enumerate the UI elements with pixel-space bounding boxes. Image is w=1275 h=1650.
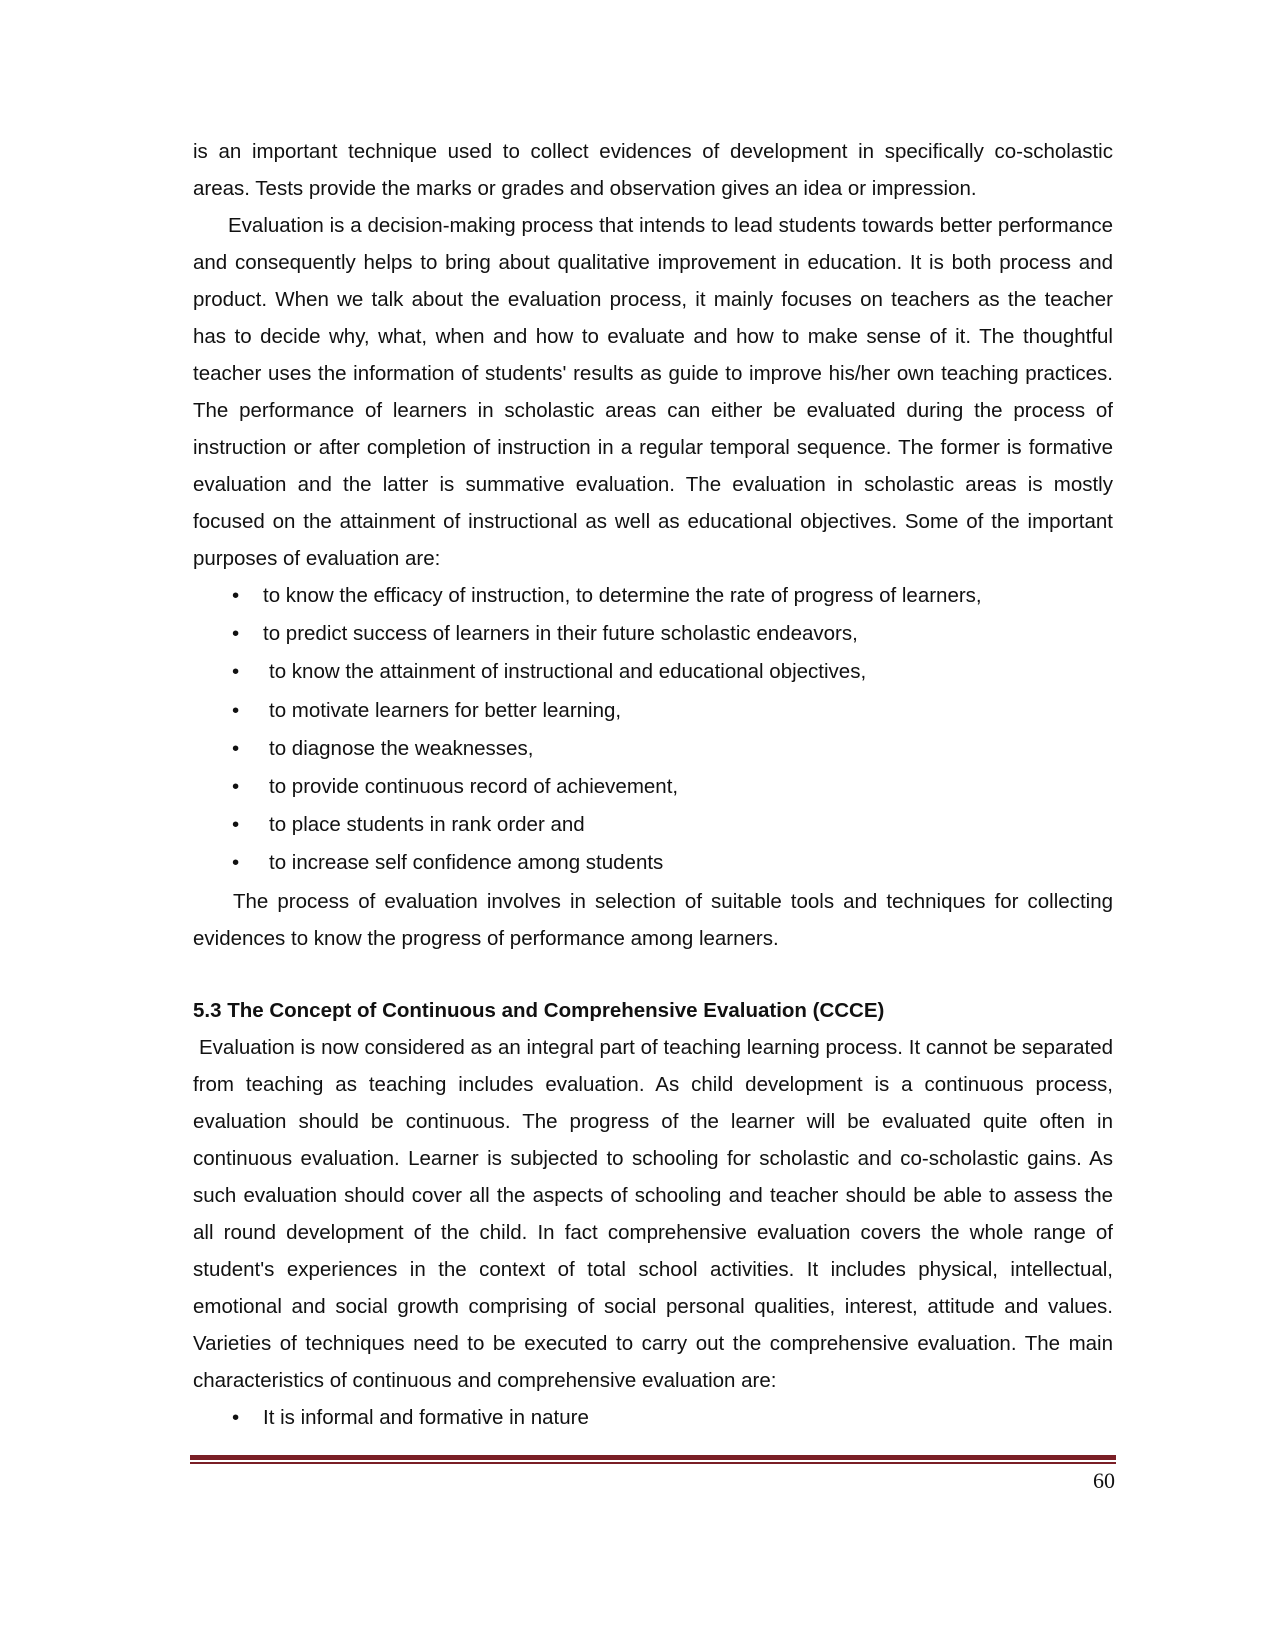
bullet-icon: •: [232, 1405, 240, 1429]
bullet-icon: •: [232, 813, 240, 837]
list-item: • It is informal and formative in nature: [193, 1399, 1113, 1437]
list-item: • to know the attainment of instructional and educational objectives,: [193, 653, 1113, 691]
list-item: • to motivate learners for better learning,: [193, 692, 1113, 730]
list-item: • to provide continuous record of achievement,: [193, 768, 1113, 806]
page-number: 60: [1093, 1468, 1115, 1493]
footer-divider-thin: [190, 1462, 1116, 1464]
paragraph-techniques: is an important technique used to collect evidences of development in specifically co-scholastic areas. Tests provide the marks or grades and observation gives an idea or impression.: [193, 140, 1113, 200]
paragraph-process: The process of evaluation involves in selection of suitable tools and techniques for collecting evidences to know the progress of performance among learners.: [193, 889, 1113, 950]
characteristics-list: [193, 1399, 1113, 1437]
list-item: • to know the efficacy of instruction, to determine the rate of progress of learners,: [193, 577, 1113, 615]
list-item: • to increase self confidence among students: [193, 844, 1113, 882]
list-item: • to diagnose the weaknesses,: [193, 730, 1113, 768]
purposes-list: [193, 577, 1113, 883]
footer-divider: [190, 1455, 1116, 1465]
paragraph-ccce: Evaluation is now considered as an integral part of teaching learning process. It cannot be separated from teaching as teaching includes evaluation. As child development is a continuous process, evaluation should be continuous. The progress of the learner will be evaluated quite often in continuous evaluation. Learner is subjected to schooling for scholastic and co-scholastic gains. As such evaluation should cover all the aspects of schooling and teacher should be able to assess the all round development of the child. In fact comprehensive evaluation covers the whole range of student's experiences in the context of total school activities. It includes physical, intellectual, emotional and social growth comprising of social personal qualities, interest, attitude and values. Varieties of techniques need to be executed to carry out the comprehensive evaluation. The main characteristics of continuous and comprehensive evaluation are:: [193, 1035, 1113, 1392]
bullet-icon: •: [232, 775, 240, 799]
list-item: • to place students in rank order and: [193, 806, 1113, 844]
bullet-icon: •: [232, 622, 240, 646]
bullet-icon: •: [232, 736, 240, 760]
section-heading: 5.3 The Concept of Continuous and Comprehensive Evaluation (CCCE): [193, 998, 885, 1022]
list-item: • to predict success of learners in their future scholastic endeavors,: [193, 615, 1113, 653]
bullet-icon: •: [232, 660, 240, 684]
bullet-icon: •: [232, 584, 240, 607]
page-body: [193, 133, 1113, 1437]
footer-divider-thick: [190, 1455, 1116, 1460]
bullet-icon: •: [232, 851, 240, 875]
paragraph-evaluation-definition: Evaluation is a decision-making process that intends to lead students towards better performance and consequently helps to bring about qualitative improvement in education. It is both process and product. When we talk about the evaluation process, it mainly focuses on teachers as the teacher has to decide why, what, when and how to evaluate and how to make sense of it. The thoughtful teacher uses the information of students' results as guide to improve his/her own teaching practices. The performance of learners in scholastic areas can either be evaluated during the process of instruction or after completion of instruction in a regular temporal sequence. The former is formative evaluation and the latter is summative evaluation. The evaluation in scholastic areas is mostly focused on the attainment of instructional as well as educational objectives. Some of the important purposes of evaluation are:: [193, 214, 1113, 570]
bullet-icon: •: [232, 698, 240, 722]
